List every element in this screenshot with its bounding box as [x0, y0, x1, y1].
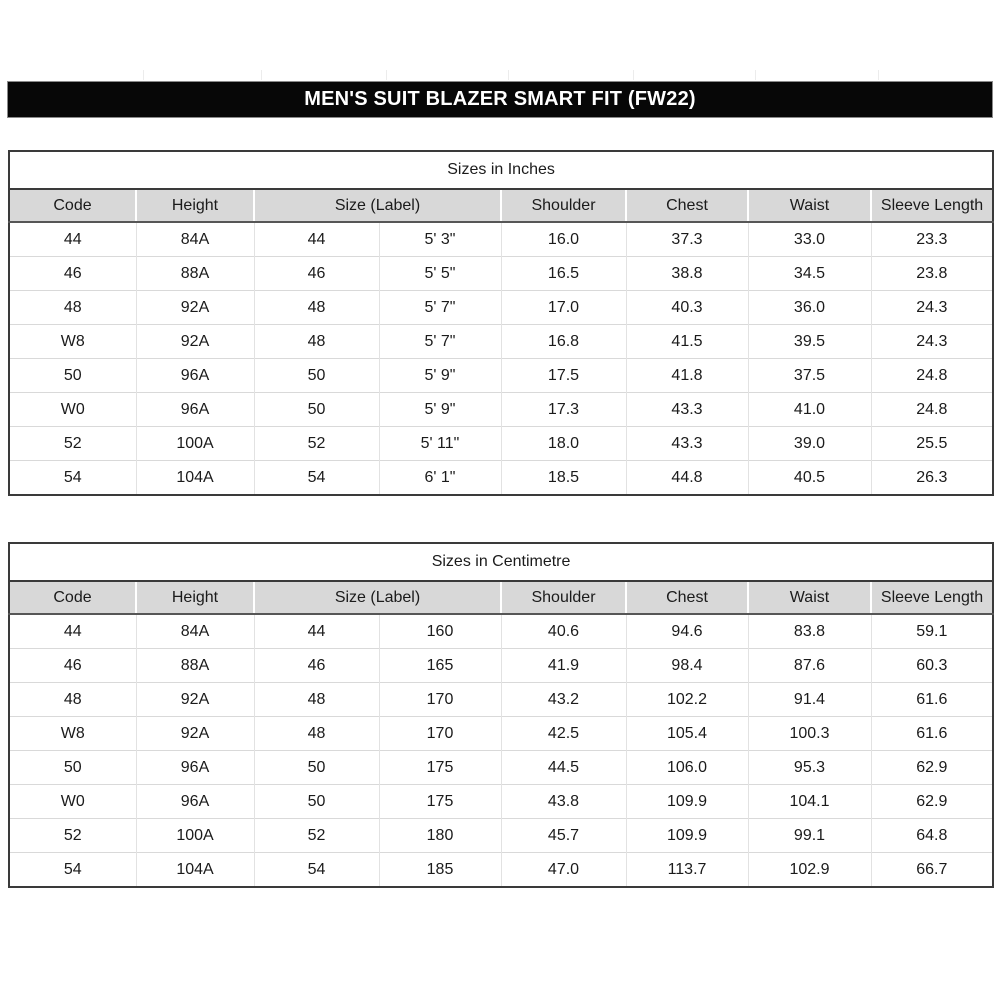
table-cell: 42.5 [501, 717, 626, 751]
table-cell: 5' 9" [379, 359, 501, 393]
table-cell: 50 [254, 785, 379, 819]
column-header-size-label: Size (Label) [254, 189, 501, 222]
table-cell: 48 [254, 291, 379, 325]
table-cell: 43.3 [626, 393, 748, 427]
table-cell: 50 [9, 359, 136, 393]
table-row [9, 683, 993, 717]
table-cell: 23.8 [871, 257, 993, 291]
table-title-row [9, 151, 993, 189]
table-title: Sizes in Inches [9, 151, 993, 189]
table-cell: 41.0 [748, 393, 871, 427]
table-cell: 17.3 [501, 393, 626, 427]
table-cell: 46 [9, 649, 136, 683]
table-row [9, 717, 993, 751]
table-cell: 105.4 [626, 717, 748, 751]
table-cell: 96A [136, 751, 254, 785]
table-cell: 50 [254, 393, 379, 427]
gridline-stub [755, 70, 756, 80]
table-cell: 37.3 [626, 222, 748, 257]
table-cell: 83.8 [748, 614, 871, 649]
table-cell: 185 [379, 853, 501, 888]
table-cell: 92A [136, 291, 254, 325]
gridline-stub [508, 70, 509, 80]
table-cell: 44.8 [626, 461, 748, 496]
page-title: MEN'S SUIT BLAZER SMART FIT (FW22) [304, 88, 696, 110]
table-row [9, 222, 993, 257]
table-cell: 5' 11" [379, 427, 501, 461]
table-cell: 52 [254, 819, 379, 853]
table-cell: 88A [136, 649, 254, 683]
table-cell: 160 [379, 614, 501, 649]
table-cell: 54 [9, 853, 136, 888]
table-cell: 50 [9, 751, 136, 785]
column-header-chest: Chest [626, 189, 748, 222]
table-row [9, 751, 993, 785]
table-cell: 34.5 [748, 257, 871, 291]
table-cell: 5' 5" [379, 257, 501, 291]
table-cell: 44 [254, 614, 379, 649]
table-cell: 100A [136, 427, 254, 461]
table-cell: 50 [254, 359, 379, 393]
table-cell: 91.4 [748, 683, 871, 717]
table-cell: 16.0 [501, 222, 626, 257]
banner [7, 81, 993, 118]
table-cell: 41.8 [626, 359, 748, 393]
table-cell: 26.3 [871, 461, 993, 496]
table-cell: 100.3 [748, 717, 871, 751]
table-cell: 96A [136, 785, 254, 819]
table-cell: 40.3 [626, 291, 748, 325]
table-cell: 36.0 [748, 291, 871, 325]
table-cell: 54 [254, 461, 379, 496]
table-cell: 100A [136, 819, 254, 853]
table-cell: 45.7 [501, 819, 626, 853]
table-cell: 24.8 [871, 393, 993, 427]
column-header-height: Height [136, 189, 254, 222]
table-cell: 104.1 [748, 785, 871, 819]
table-cell: W0 [9, 785, 136, 819]
table-cell: 16.5 [501, 257, 626, 291]
column-header-sleeve-length: Sleeve Length [871, 581, 993, 614]
column-header-sleeve-length: Sleeve Length [871, 189, 993, 222]
table-cell: 43.2 [501, 683, 626, 717]
table-cell: 41.5 [626, 325, 748, 359]
table-cell: 92A [136, 717, 254, 751]
table-row [9, 785, 993, 819]
gridline-stub [143, 70, 144, 80]
table-cell: 46 [254, 649, 379, 683]
table-cell: 24.3 [871, 325, 993, 359]
table-cell: 92A [136, 325, 254, 359]
table-cell: 109.9 [626, 785, 748, 819]
column-header-shoulder: Shoulder [501, 581, 626, 614]
column-header-row [9, 189, 993, 222]
table-cell: 48 [9, 683, 136, 717]
table-cell: 17.0 [501, 291, 626, 325]
table-cell: 23.3 [871, 222, 993, 257]
table-cell: 5' 7" [379, 291, 501, 325]
table-cell: 39.5 [748, 325, 871, 359]
table-row [9, 359, 993, 393]
table-row [9, 325, 993, 359]
table-cell: 52 [254, 427, 379, 461]
table-row [9, 427, 993, 461]
table-cell: 54 [254, 853, 379, 888]
table-cell: 46 [9, 257, 136, 291]
table-cell: 61.6 [871, 717, 993, 751]
gridline-stub [261, 70, 262, 80]
table-cell: 95.3 [748, 751, 871, 785]
table-cell: 180 [379, 819, 501, 853]
column-header-shoulder: Shoulder [501, 189, 626, 222]
table-cell: 98.4 [626, 649, 748, 683]
table-cell: 25.5 [871, 427, 993, 461]
table-cell: 59.1 [871, 614, 993, 649]
table-row [9, 461, 993, 496]
column-header-waist: Waist [748, 581, 871, 614]
table-cell: 38.8 [626, 257, 748, 291]
table-cell: 48 [254, 683, 379, 717]
column-header-code: Code [9, 189, 136, 222]
table-cell: 24.3 [871, 291, 993, 325]
table-cell: 41.9 [501, 649, 626, 683]
table-cell: 46 [254, 257, 379, 291]
table-row [9, 649, 993, 683]
table-cell: 62.9 [871, 785, 993, 819]
table-cell: 96A [136, 359, 254, 393]
table-cell: 5' 7" [379, 325, 501, 359]
table-cell: 52 [9, 819, 136, 853]
column-header-size-label: Size (Label) [254, 581, 501, 614]
table-cell: 84A [136, 614, 254, 649]
table-cell: 88A [136, 257, 254, 291]
table-cell: 44.5 [501, 751, 626, 785]
table-cell: 5' 3" [379, 222, 501, 257]
table-cell: 43.8 [501, 785, 626, 819]
table-cell: 16.8 [501, 325, 626, 359]
table-row [9, 257, 993, 291]
table-cell: 52 [9, 427, 136, 461]
table-cell: 64.8 [871, 819, 993, 853]
table-row [9, 291, 993, 325]
table-cell: 37.5 [748, 359, 871, 393]
table-title: Sizes in Centimetre [9, 543, 993, 581]
centimetre-size-table [8, 542, 992, 888]
column-header-row [9, 581, 993, 614]
table-cell: 44 [254, 222, 379, 257]
table-cell: 92A [136, 683, 254, 717]
table-cell: 47.0 [501, 853, 626, 888]
table-cell: 102.9 [748, 853, 871, 888]
table-cell: 60.3 [871, 649, 993, 683]
table-cell: 18.5 [501, 461, 626, 496]
table-cell: 175 [379, 751, 501, 785]
gridline-stub [633, 70, 634, 80]
table-cell: 102.2 [626, 683, 748, 717]
table-cell: W8 [9, 717, 136, 751]
table-cell: 33.0 [748, 222, 871, 257]
table-row [9, 819, 993, 853]
table-row [9, 853, 993, 888]
table-cell: 165 [379, 649, 501, 683]
table-cell: 17.5 [501, 359, 626, 393]
table-cell: 175 [379, 785, 501, 819]
table-cell: 48 [9, 291, 136, 325]
table-row [9, 614, 993, 649]
table-cell: 87.6 [748, 649, 871, 683]
table-cell: 106.0 [626, 751, 748, 785]
table-cell: 113.7 [626, 853, 748, 888]
table-cell: 43.3 [626, 427, 748, 461]
table-cell: 99.1 [748, 819, 871, 853]
table-cell: 48 [254, 325, 379, 359]
table-cell: 84A [136, 222, 254, 257]
table-cell: 18.0 [501, 427, 626, 461]
table-cell: W0 [9, 393, 136, 427]
table-cell: 50 [254, 751, 379, 785]
table-cell: 44 [63, 622, 82, 640]
table-cell: 40.6 [501, 614, 626, 649]
table-cell: 6' 1" [379, 461, 501, 496]
table-cell: 54 [9, 461, 136, 496]
table-cell: 5' 9" [379, 393, 501, 427]
table-cell: 109.9 [626, 819, 748, 853]
table-cell: 40.5 [748, 461, 871, 496]
table-cell: 44 [63, 230, 82, 248]
table-cell: W8 [9, 325, 136, 359]
table-cell: 104A [136, 461, 254, 496]
table-cell: 170 [379, 683, 501, 717]
table-title-row [9, 543, 993, 581]
column-header-height: Height [136, 581, 254, 614]
gridline-stub [878, 70, 879, 80]
column-header-code: Code [9, 581, 136, 614]
table-cell: 39.0 [748, 427, 871, 461]
table-cell: 61.6 [871, 683, 993, 717]
table-cell: 48 [254, 717, 379, 751]
table-cell: 62.9 [871, 751, 993, 785]
column-header-waist: Waist [748, 189, 871, 222]
table-cell: 24.8 [871, 359, 993, 393]
table-cell: 66.7 [871, 853, 993, 888]
table-row [9, 393, 993, 427]
table-cell: 94.6 [626, 614, 748, 649]
table-cell: 96A [136, 393, 254, 427]
table-cell: 104A [136, 853, 254, 888]
gridline-stub [386, 70, 387, 80]
inches-size-table [8, 150, 992, 496]
column-header-chest: Chest [626, 581, 748, 614]
table-cell: 170 [379, 717, 501, 751]
